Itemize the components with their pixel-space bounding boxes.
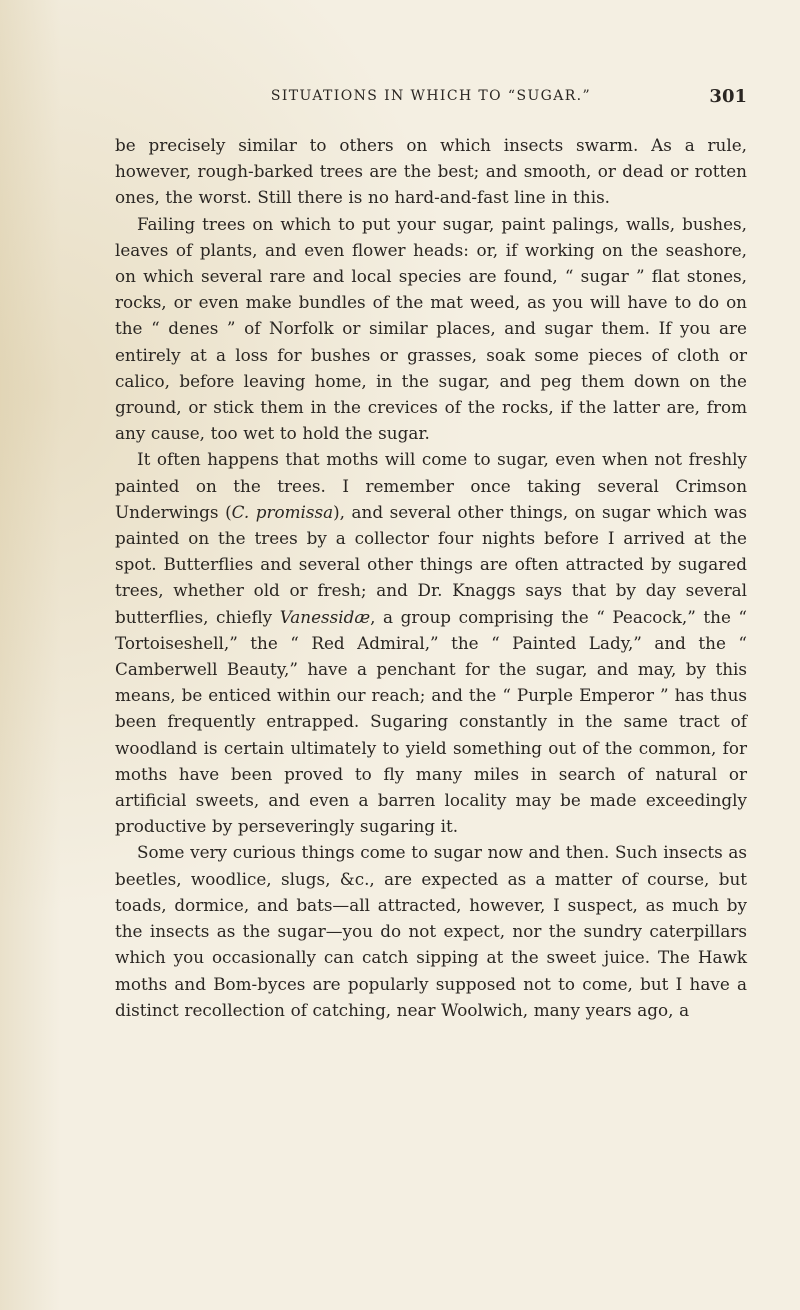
paragraph-curious-things: Some very curious things come to sugar now and then. Such insects as beetles, woodlice, slugs, &c., are expected as a matter of course, but toads, dormice, and bats—all attracted, however, I suspect, as much by the insects as the sugar—you do not expect, nor the sundry caterpillars which you occasionally can catch sipping at the sweet juice. The Hawk moths and Bom-byces are popularly supposed not to come, but I have a distinct recollection of catching, near Woolwich, many years ago, a — [115, 842, 747, 1020]
body-text — [115, 132, 747, 1023]
paragraph-moths-come-to-sugar: It often happens that moths will come to sugar, even when not freshly painted on the trees. I remember once taking several Crimson Underwings (C. promissa), and several other things, on sugar which was painted on the trees by a collector four nights before I arrived at the spot. Butterflies and several other things are often attracted by sugared trees, whether old or fresh; and Dr. Knaggs says that by day several butterflies, chiefly Vanessidæ, a group comprising the “ Peacock,” the “ Tortoiseshell,” the “ Red Admiral,” the “ Painted Lady,” and the “ Camberwell Beauty,” have a penchant for the sugar, and may, by this means, be enticed within our reach; and the “ Purple Emperor ” has thus been frequently entrapped. Sugaring constantly in the same tract of woodland is certain ultimately to yield something out of the common, for moths have been proved to fly many miles in search of natural or artificial sweets, and even a barren locality may be made exceedingly productive by perseveringly sugaring it. — [115, 449, 748, 837]
paragraph-failing-trees: Failing trees on which to put your sugar, paint palings, walls, bushes, leaves of plants, and even flower heads: or, if working on the seashore, on which several rare and local species are found, “ sugar ” flat stones, rocks, or even make bundles of the mat weed, as you will have to do on the “ denes ” of Norfolk or similar places, and sugar them. If you are entirely at a loss for bushes or grasses, soak some pieces of cloth or calico, before leaving home, in the sugar, and peg them down on the ground, or stick them in the crevices of the rocks, if the latter are, from any cause, too wet to hold the sugar. — [115, 213, 747, 444]
running-title: SITUATIONS IN WHICH TO “SUGAR.” — [270, 88, 592, 104]
paragraph-continuation: be precisely similar to others on which insects swarm. As a rule, however, rough-barked trees are the best; and smooth, or dead or rotten ones, the worst. Still there is no hard-and-fast line in this. — [115, 135, 747, 208]
running-head — [115, 88, 747, 114]
page-number: 301 — [709, 86, 747, 107]
